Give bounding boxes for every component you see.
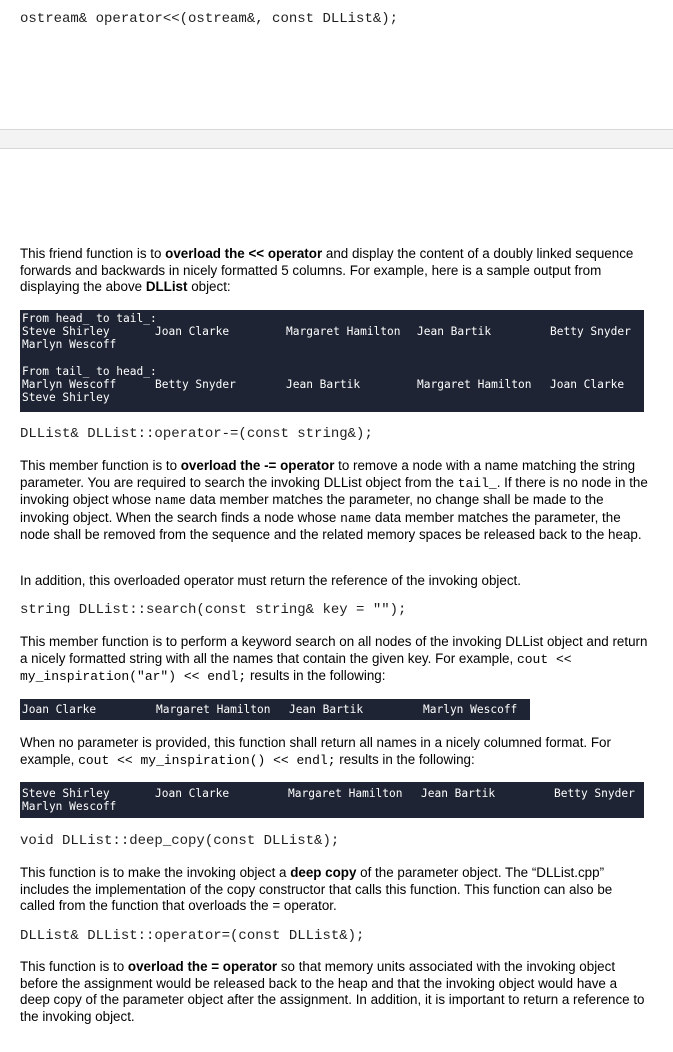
minus-equals-description: This member function is to overload the -= operator to remove a node with a name matching the string parameter. You are required to search the invoking DLList object from the tail_. If there is no node in the invoking object whose name data member matches the parameter, no change shall be made to the invoking object. When the search finds a node whose name data member matches the parameter, the node shall be removed from the sequence and the related memory spaces be released back to the heap. (20, 458, 648, 542)
output-name: Joan Clarke (155, 325, 230, 338)
minus-equals-signature: DLList& DLList::operator-=(const string&); (20, 426, 373, 442)
section-divider-bottom (0, 148, 673, 149)
return-reference-note: In addition, this overloaded operator must return the reference of the invoking object. (20, 573, 521, 588)
output-name: Betty Snyder (554, 787, 635, 800)
output-name: Joan Clarke (22, 703, 97, 716)
backward-header: From tail_ to head_: (22, 365, 157, 378)
output-name: Marlyn Wescoff (22, 800, 117, 813)
output-name: Joan Clarke (550, 378, 625, 391)
output-name: Steve Shirley (22, 325, 110, 338)
output-name: Steve Shirley (22, 391, 110, 404)
output-name: Marlyn Wescoff (22, 378, 117, 391)
output-name: Steve Shirley (22, 787, 110, 800)
search-description: This member function is to perform a keyword search on all nodes of the invoking DLList object and return a nicely formatted string with all the names that contain the given key. For example, cout << my_inspiration("ar") << endl; results in the following: (20, 634, 648, 684)
deep-copy-signature: void DLList::deep_copy(const DLList&); (20, 833, 340, 849)
assignment-signature: DLList& DLList::operator=(const DLList&); (20, 928, 365, 944)
forward-backward-output (20, 310, 644, 412)
output-name: Jean Bartik (286, 378, 361, 391)
output-name: Jean Bartik (289, 703, 364, 716)
search-ar-output (20, 699, 530, 720)
section-divider-band (0, 130, 673, 148)
forward-header: From head_ to tail_: (22, 312, 157, 325)
search-all-output (20, 782, 644, 818)
friend-function-description: This friend function is to overload the << operator and display the content of a doubly linked sequence forwards and backwards in nicely formatted 5 columns. For example, here is a sample output from displaying the above DLList object: (20, 246, 634, 294)
deep-copy-description: This function is to make the invoking object a deep copy of the parameter object. The “DLList.cpp” includes the implementation of the copy constructor that calls this function. This function can also be called from the function that overloads the = operator. (20, 865, 613, 913)
output-name: Betty Snyder (155, 378, 236, 391)
ostream-operator-signature: ostream& operator<<(ostream&, const DLList&); (20, 11, 399, 27)
output-name: Marlyn Wescoff (22, 338, 117, 351)
output-name: Joan Clarke (155, 787, 230, 800)
search-no-param-description: When no parameter is provided, this function shall return all names in a nicely columned format. For example, cout << my_inspiration() << endl; results in the following: (20, 735, 611, 768)
output-name: Margaret Hamilton (156, 703, 271, 716)
output-name: Margaret Hamilton (286, 325, 401, 338)
output-name: Betty Snyder (550, 325, 631, 338)
search-signature: string DLList::search(const string& key = ""); (20, 602, 407, 618)
output-name: Margaret Hamilton (288, 787, 403, 800)
output-name: Jean Bartik (421, 787, 496, 800)
output-name: Marlyn Wescoff (423, 703, 518, 716)
output-name: Jean Bartik (417, 325, 492, 338)
output-name: Margaret Hamilton (417, 378, 532, 391)
assignment-description: This function is to overload the = operator so that memory units associated with the invoking object before the assignment would be released back to the heap and that the invoking object would have a deep copy of the parameter object after the assignment. In addition, it is important to return a reference to the invoking object. (20, 959, 645, 1024)
